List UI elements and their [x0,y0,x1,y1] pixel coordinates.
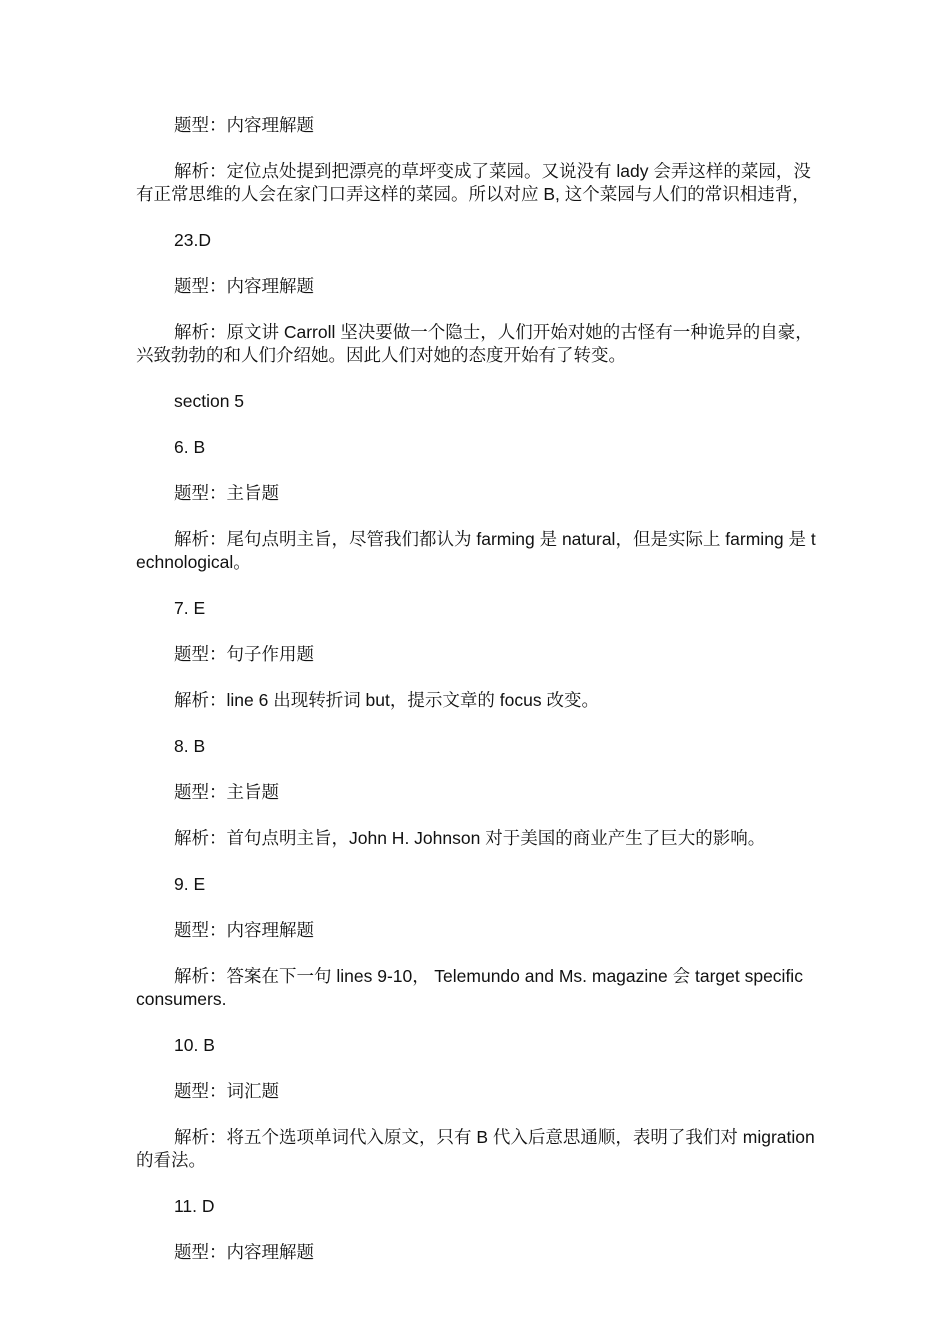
analysis-paragraph: 解析：答案在下一句 lines 9-10， Telemundo and Ms. magazine 会 target specific consumers. [136,966,803,1009]
question-type-line: 题型：内容理解题 [174,920,314,940]
question-type-line: 题型：内容理解题 [174,276,314,296]
question-type-line: 题型：内容理解题 [174,1242,314,1262]
analysis-paragraph: 解析：尾句点明主旨，尽管我们都认为 farming 是 natural，但是实际上 farming 是 technological。 [136,529,816,572]
question-type-line: 题型：词汇题 [174,1081,279,1101]
answer-number: 8. B [174,736,206,756]
question-type-line: 题型：主旨题 [174,483,279,503]
analysis-paragraph: 解析：将五个选项单词代入原文，只有 B 代入后意思通顺，表明了我们对 migration 的看法。 [136,1127,815,1170]
analysis-paragraph: 解析：首句点明主旨，John H. Johnson 对于美国的商业产生了巨大的影响。 [174,828,766,848]
question-type-line: 题型：内容理解题 [174,115,314,135]
answer-number: 11. D [174,1196,215,1216]
analysis-paragraph: 解析：line 6 出现转折词 but，提示文章的 focus 改变。 [174,690,599,710]
analysis-paragraph: 解析：定位点处提到把漂亮的草坪变成了菜园。又说没有 lady 会弄这样的菜园，没有正常思维的人会在家门口弄这样的菜园。所以对应 B, 这个菜园与人们的常识相违背， [136,161,811,204]
document-body [136,114,816,1287]
question-type-line: 题型：句子作用题 [174,644,314,664]
question-type-line: 题型：主旨题 [174,782,279,802]
answer-number: 23.D [174,230,211,250]
analysis-paragraph: 解析：原文讲 Carroll 坚决要做一个隐士，人们开始对她的古怪有一种诡异的自豪，兴致勃勃的和人们介绍她。因此人们对她的态度开始有了转变。 [136,322,813,365]
answer-number: 7. E [174,598,206,618]
answer-number: 9. E [174,874,206,894]
section-heading: section 5 [174,391,245,411]
answer-number: 6. B [174,437,206,457]
answer-number: 10. B [174,1035,215,1055]
